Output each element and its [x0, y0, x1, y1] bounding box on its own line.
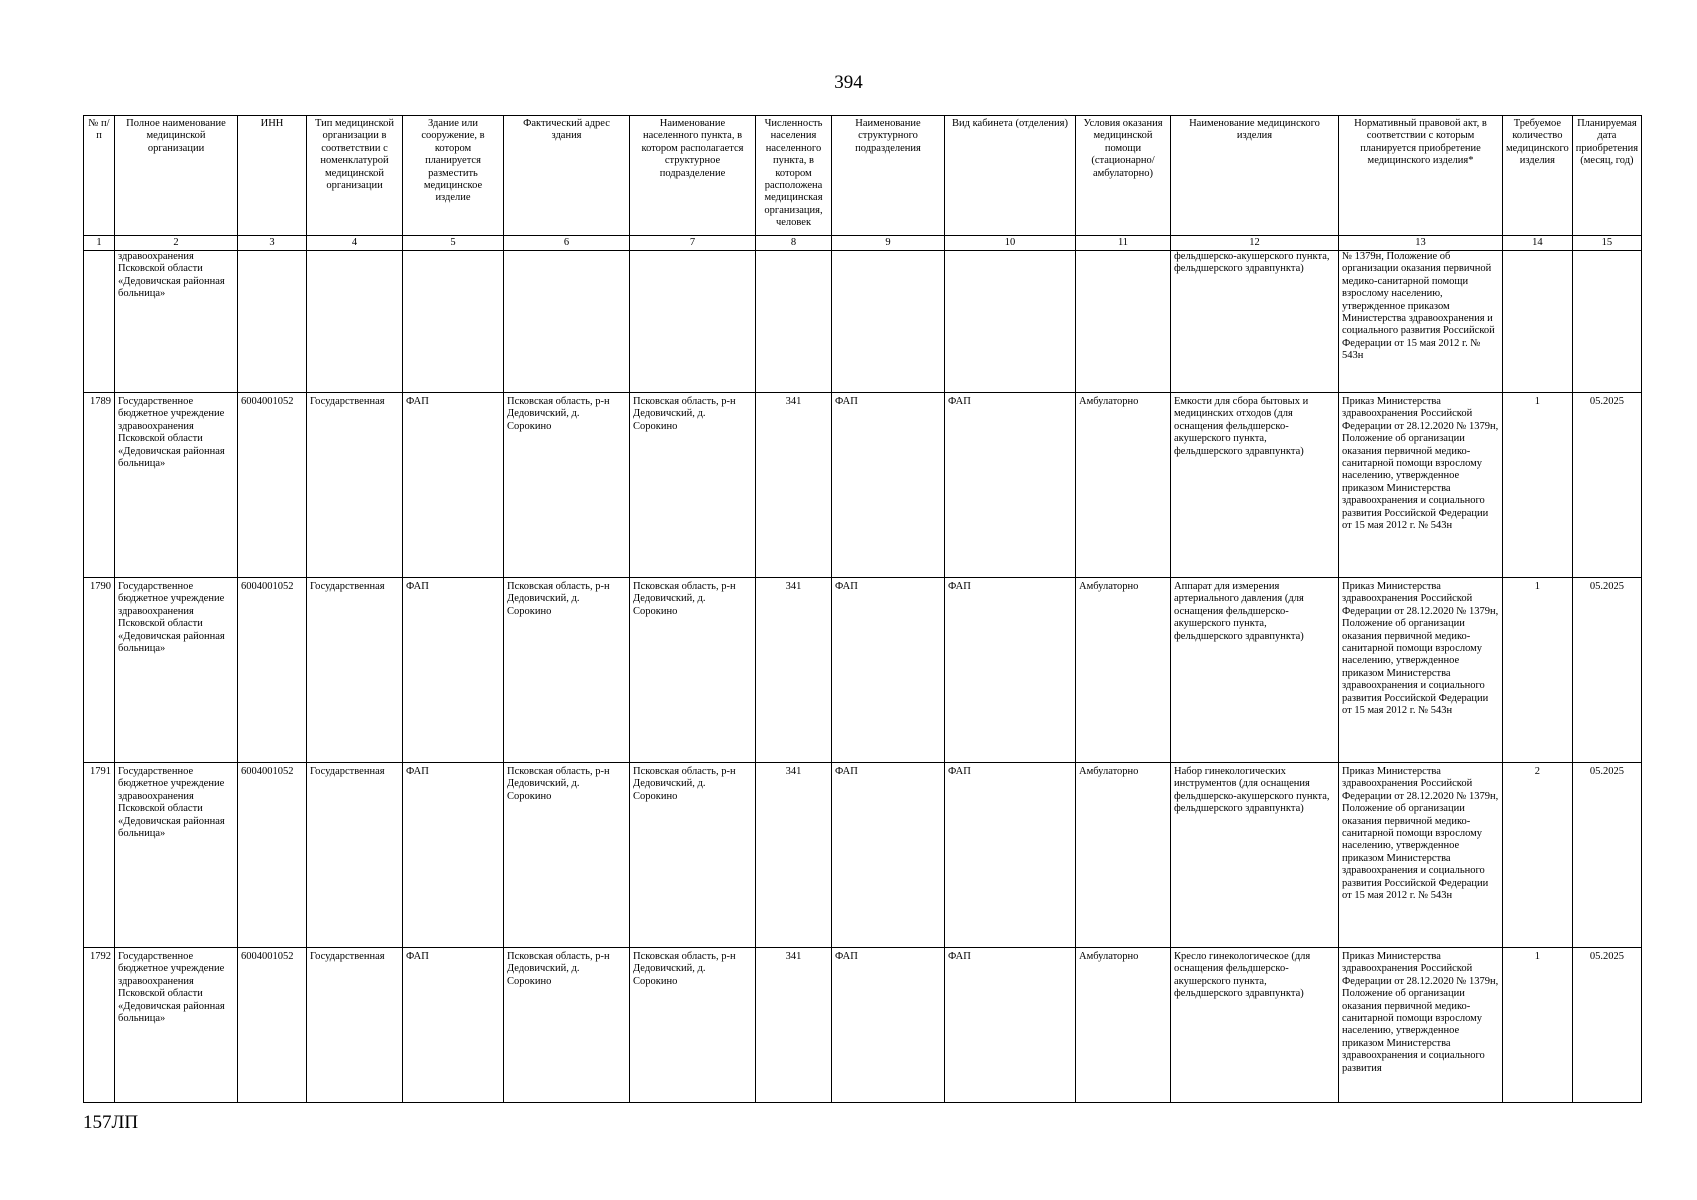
column-number: 10 [945, 236, 1076, 251]
address-cell: Псковская область, р-н Дедовичский, д. Сорокино [504, 948, 630, 1103]
unit-cell: ФАП [832, 578, 945, 763]
column-number: 4 [307, 236, 403, 251]
header-cell: Фактический адрес здания [504, 116, 630, 236]
header-cell: Здание или сооружение, в котором планируется разместить медицинское изделие [403, 116, 504, 236]
header-cell: Вид кабинета (отделения) [945, 116, 1076, 236]
org-type-cell: Государственная [307, 393, 403, 578]
unit-cell [832, 251, 945, 393]
address-cell: Псковская область, р-н Дедовичский, д. Сорокино [504, 578, 630, 763]
building-cell: ФАП [403, 578, 504, 763]
inn-cell: 6004001052 [238, 948, 307, 1103]
column-number: 7 [630, 236, 756, 251]
row-number-cell: 1789 [84, 393, 115, 578]
quantity-cell: 2 [1503, 763, 1573, 948]
header-cell: Наименование структурного подразделения [832, 116, 945, 236]
page-number: 394 [834, 72, 863, 93]
table-row [84, 948, 1642, 1103]
cabinet-cell: ФАП [945, 763, 1076, 948]
column-number: 8 [756, 236, 832, 251]
building-cell: ФАП [403, 948, 504, 1103]
organization-cell: Государственное бюджетное учреждение здравоохранения Псковской области «Дедовичская районная больница» [115, 763, 238, 948]
cabinet-cell [945, 251, 1076, 393]
header-cell: Планируемая дата приобретения (месяц, год) [1572, 116, 1641, 236]
organization-cell: Государственное бюджетное учреждение здравоохранения Псковской области «Дедовичская районная больница» [115, 578, 238, 763]
conditions-cell: Амбулаторно [1076, 393, 1171, 578]
quantity-cell [1503, 251, 1573, 393]
column-number: 6 [504, 236, 630, 251]
quantity-cell: 1 [1503, 393, 1573, 578]
org-type-cell: Государственная [307, 948, 403, 1103]
organization-cell: Государственное бюджетное учреждение здравоохранения Псковской области «Дедовичская районная больница» [115, 948, 238, 1103]
inn-cell: 6004001052 [238, 763, 307, 948]
legal-act-cell: Приказ Министерства здравоохранения Российской Федерации от 28.12.2020 № 1379н, Положение об организации оказания первичной медико-санитарной помощи взрослому населению, утвержденное приказом Министерства здравоохранения и социального развития Российской Федерации от 15 мая 2012 г. № 543н [1339, 393, 1503, 578]
settlement-cell [630, 251, 756, 393]
row-number-cell [84, 251, 115, 393]
settlement-cell: Псковская область, р-н Дедовичский, д. Сорокино [630, 763, 756, 948]
header-cell: Нормативный правовой акт, в соответствии с которым планируется приобретение медицинского изделия* [1339, 116, 1503, 236]
table-row [84, 393, 1642, 578]
column-number: 13 [1339, 236, 1503, 251]
header-cell: Требуемое количество медицинского изделия [1503, 116, 1573, 236]
row-number-cell: 1792 [84, 948, 115, 1103]
header-cell: № п/п [84, 116, 115, 236]
organization-cell: Государственное бюджетное учреждение здравоохранения Псковской области «Дедовичская районная больница» [115, 393, 238, 578]
column-number: 2 [115, 236, 238, 251]
table-row [84, 578, 1642, 763]
header-cell: Условия оказания медицинской помощи (стационарно/ амбулаторно) [1076, 116, 1171, 236]
cabinet-cell: ФАП [945, 393, 1076, 578]
org-type-cell [307, 251, 403, 393]
device-cell: фельдшерско-акушерского пункта, фельдшерского здравпункта) [1171, 251, 1339, 393]
address-cell: Псковская область, р-н Дедовичский, д. Сорокино [504, 393, 630, 578]
population-cell: 341 [756, 393, 832, 578]
population-cell [756, 251, 832, 393]
header-cell: Численность населения населенного пункта, в котором расположена медицинская организация, человек [756, 116, 832, 236]
column-number-row [84, 236, 1642, 251]
address-cell [504, 251, 630, 393]
device-cell: Емкости для сбора бытовых и медицинских отходов (для оснащения фельдшерско-акушерского пункта, фельдшерского здравпункта) [1171, 393, 1339, 578]
population-cell: 341 [756, 948, 832, 1103]
device-cell: Кресло гинекологическое (для оснащения фельдшерско-акушерского пункта, фельдшерского здравпункта) [1171, 948, 1339, 1103]
date-cell: 05.2025 [1572, 578, 1641, 763]
column-number: 1 [84, 236, 115, 251]
table-header [84, 116, 1642, 236]
population-cell: 341 [756, 763, 832, 948]
settlement-cell: Псковская область, р-н Дедовичский, д. Сорокино [630, 948, 756, 1103]
unit-cell: ФАП [832, 948, 945, 1103]
inn-cell: 6004001052 [238, 393, 307, 578]
date-cell: 05.2025 [1572, 948, 1641, 1103]
date-cell: 05.2025 [1572, 393, 1641, 578]
organization-cell: здравоохранения Псковской области «Дедовичская районная больница» [115, 251, 238, 393]
date-cell: 05.2025 [1572, 763, 1641, 948]
column-number: 5 [403, 236, 504, 251]
building-cell [403, 251, 504, 393]
legal-act-cell: Приказ Министерства здравоохранения Российской Федерации от 28.12.2020 № 1379н, Положение об организации оказания первичной медико-санитарной помощи взрослому населению, утвержденное приказом Министерства здравоохранения и социального развития Российской Федерации от 15 мая 2012 г. № 543н [1339, 578, 1503, 763]
column-number: 3 [238, 236, 307, 251]
inn-cell [238, 251, 307, 393]
equipment-register-table [83, 115, 1642, 1103]
inn-cell: 6004001052 [238, 578, 307, 763]
conditions-cell [1076, 251, 1171, 393]
column-number: 11 [1076, 236, 1171, 251]
device-cell: Аппарат для измерения артериального давления (для оснащения фельдшерско-акушерского пункта, фельдшерского здравпункта) [1171, 578, 1339, 763]
conditions-cell: Амбулаторно [1076, 948, 1171, 1103]
column-number: 15 [1572, 236, 1641, 251]
cabinet-cell: ФАП [945, 948, 1076, 1103]
conditions-cell: Амбулаторно [1076, 578, 1171, 763]
cabinet-cell: ФАП [945, 578, 1076, 763]
unit-cell: ФАП [832, 393, 945, 578]
column-number: 12 [1171, 236, 1339, 251]
table-row [84, 763, 1642, 948]
legal-act-cell: Приказ Министерства здравоохранения Российской Федерации от 28.12.2020 № 1379н, Положение об организации оказания первичной медико-санитарной помощи взрослому населению, утвержденное приказом Министерства здравоохранения и социального развития Российской Федерации от 15 мая 2012 г. № 543н [1339, 763, 1503, 948]
header-cell: Тип медицинской организации в соответствии с номенклатурой медицинской организации [307, 116, 403, 236]
building-cell: ФАП [403, 763, 504, 948]
header-cell: Наименование медицинского изделия [1171, 116, 1339, 236]
org-type-cell: Государственная [307, 578, 403, 763]
population-cell: 341 [756, 578, 832, 763]
column-number: 14 [1503, 236, 1573, 251]
org-type-cell: Государственная [307, 763, 403, 948]
date-cell [1572, 251, 1641, 393]
device-cell: Набор гинекологических инструментов (для оснащения фельдшерско-акушерского пункта, фельдшерского здравпункта) [1171, 763, 1339, 948]
header-cell: Полное наименование медицинской организации [115, 116, 238, 236]
conditions-cell: Амбулаторно [1076, 763, 1171, 948]
legal-act-cell: Приказ Министерства здравоохранения Российской Федерации от 28.12.2020 № 1379н, Положение об организации оказания первичной медико-санитарной помощи взрослому населению, утвержденное приказом Министерства здравоохранения и социального развития [1339, 948, 1503, 1103]
header-cell: ИНН [238, 116, 307, 236]
row-number-cell: 1791 [84, 763, 115, 948]
row-number-cell: 1790 [84, 578, 115, 763]
header-cell: Наименование населенного пункта, в котором располагается структурное подразделение [630, 116, 756, 236]
unit-cell: ФАП [832, 763, 945, 948]
quantity-cell: 1 [1503, 948, 1573, 1103]
settlement-cell: Псковская область, р-н Дедовичский, д. Сорокино [630, 393, 756, 578]
legal-act-cell: № 1379н, Положение об организации оказания первичной медико-санитарной помощи взрослому населению, утвержденное приказом Министерства здравоохранения и социального развития Российской Федерации от 15 мая 2012 г. № 543н [1339, 251, 1503, 393]
quantity-cell: 1 [1503, 578, 1573, 763]
continuation-row [84, 251, 1642, 393]
building-cell: ФАП [403, 393, 504, 578]
document-code: 157ЛП [83, 1112, 139, 1133]
address-cell: Псковская область, р-н Дедовичский, д. Сорокино [504, 763, 630, 948]
column-number: 9 [832, 236, 945, 251]
settlement-cell: Псковская область, р-н Дедовичский, д. Сорокино [630, 578, 756, 763]
